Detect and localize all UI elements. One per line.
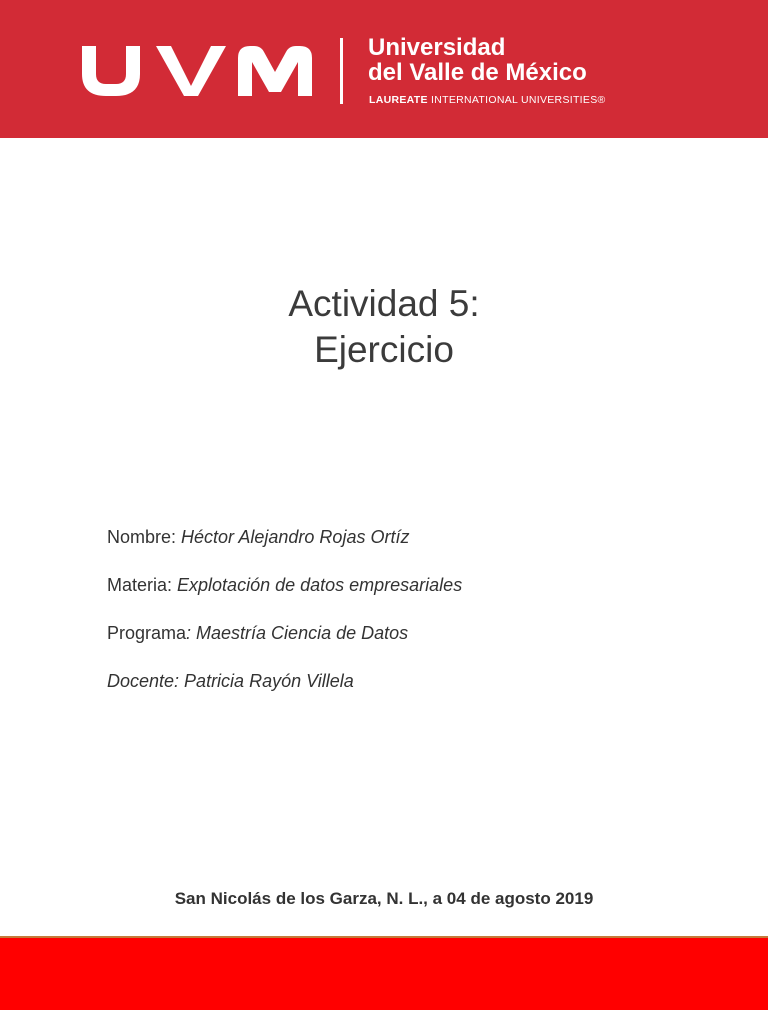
document-title-line2: Ejercicio	[314, 329, 454, 370]
field-docente-value: Patricia Rayón Villela	[184, 671, 354, 691]
uvm-wordmark-shapes	[82, 46, 312, 96]
field-nombre	[107, 527, 409, 548]
university-name-line1: Universidad	[368, 34, 506, 61]
header-banner	[0, 0, 768, 138]
place-and-date: San Nicolás de los Garza, N. L., a 04 de agosto 2019	[174, 889, 594, 908]
field-programa-label: Programa	[107, 623, 187, 643]
field-programa-value: : Maestría Ciencia de Datos	[186, 623, 409, 643]
tagline-rest: INTERNATIONAL UNIVERSITIES®	[427, 94, 606, 106]
field-nombre-label: Nombre:	[107, 527, 182, 547]
footer-banner	[0, 936, 768, 1010]
field-docente-label: Docente:	[107, 671, 185, 691]
document-title-line1: Actividad 5:	[288, 283, 480, 324]
uvm-logo	[80, 42, 320, 98]
university-name-line2: del Valle de México	[368, 59, 587, 86]
field-nombre-value: Héctor Alejandro Rojas Ortíz	[181, 527, 410, 547]
field-docente	[107, 671, 354, 692]
logo-divider	[340, 38, 343, 104]
field-materia-label: Materia:	[107, 575, 178, 595]
field-programa	[107, 623, 408, 644]
laureate-tagline	[369, 94, 606, 106]
tagline-bold: LAUREATE	[369, 94, 428, 106]
field-materia-value: Explotación de datos empresariales	[177, 575, 463, 595]
field-materia	[107, 575, 462, 596]
